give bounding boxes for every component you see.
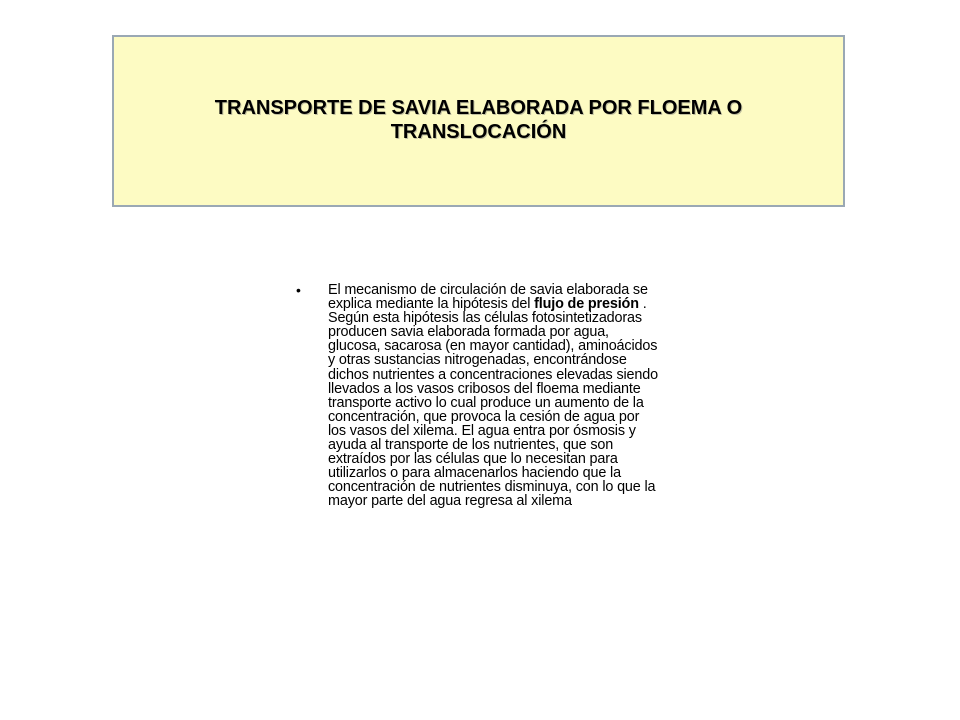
bullet-icon: •: [296, 282, 301, 298]
body-paragraph: [328, 283, 658, 509]
title-box: [112, 35, 845, 207]
paragraph-text-end: . Según esta hipótesis las células fotosintetizadoras producen savia elaborada formada por agua, glucosa, sacarosa (en mayor cantidad), aminoácidos y otras sustancias nitrogenadas, encontrándose dichos nutrientes a concentraciones elevadas siendo llevados a los vasos cribosos del floema mediante transporte activo lo cual produce un aumento de la concentración, que provoca la cesión de agua por los vasos del xilema. El agua entra por ósmosis y ayuda al transporte de los nutrientes, que son extraídos por las células que lo necesitan para utilizarlos o para almacenarlos haciendo que la concentración de nutrientes disminuya, con lo que la mayor parte del agua regresa al xilema: [328, 296, 658, 510]
paragraph-bold-term: flujo de presión: [534, 296, 639, 313]
paragraph-text-start: El mecanismo de circulación de savia elaborada se explica mediante la hipótesis del: [328, 282, 648, 313]
slide-title: TRANSPORTE DE SAVIA ELABORADA POR FLOEMA O TRANSLOCACIÓN: [214, 97, 743, 143]
